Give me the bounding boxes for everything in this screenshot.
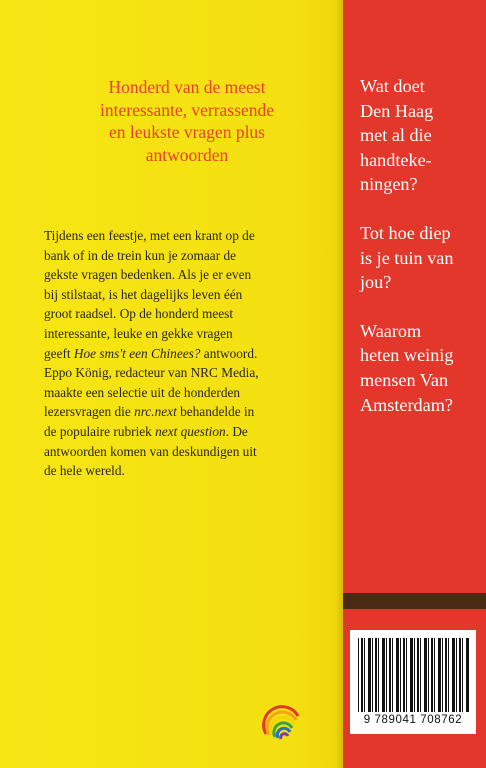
headline [56,76,318,166]
question [360,221,484,295]
blurb-fragment: antwoord. [200,345,258,361]
blurb-line: Tijdens een feestje, met een krant op de [44,228,255,243]
headline-line: Honderd van de meest [108,77,266,97]
headline-line: antwoorden [145,144,229,165]
blurb-line [44,422,310,442]
blurb-line: de hele wereld. [44,463,125,479]
question-line: Den Haag [360,100,434,121]
blurb-fragment: behandelde in [176,404,255,420]
headline-line: en leukste vragen plus [109,122,265,142]
blurb-line: Eppo König, redacteur van NRC Media, [44,365,259,381]
question-line: is je tuin van [360,247,454,268]
blurb-line [44,344,310,364]
question-line: jou? [360,272,392,293]
column-name: next question [155,423,226,439]
question [360,74,484,197]
newspaper-name: nrc.next [134,404,177,420]
question-line: Tot hoe diep [360,222,451,243]
blurb-line: gekste vragen bedenken. Als je er even [44,267,252,283]
question-line: mensen Van [360,369,449,390]
book-title: Hoe sms't een Chinees? [73,345,201,361]
blurb-fragment: de populaire rubriek [44,423,156,439]
question-line: Wat doet [360,76,425,96]
sample-questions [360,74,484,441]
blurb-line: groot raadsel. Op de honderd meest [44,306,234,322]
blurb-line: maakte een selectie uit de honderden [44,384,241,400]
barcode [350,630,476,734]
question-line: met al die [360,125,432,146]
rainbow-icon [262,700,302,740]
blurb-line [44,402,310,422]
blurb-text [44,226,310,481]
question-line: handteke- [360,149,432,170]
blurb-fragment: geeft [44,345,74,361]
blurb-line: antwoorden komen van deskundigen uit [44,443,257,459]
question-line: heten weinig [360,345,454,366]
question [360,319,484,417]
brown-band [343,593,486,609]
question-line: Waarom [360,320,422,341]
blurb-line: interessante, leuke en gekke vragen [44,325,233,341]
question-line: Amsterdam? [360,394,453,415]
blurb-line: bank of in de trein kun je zomaar de [44,247,236,263]
question-line: ningen? [360,174,418,195]
blurb-line: bij stilstaat, is het dagelijks leven één [44,286,243,302]
headline-line: interessante, verrassende [100,99,274,120]
blurb-fragment: lezersvragen die [44,404,135,420]
barcode-bars [358,638,470,712]
blurb-fragment: . De [225,423,248,439]
isbn-number: 9 789041 708762 [363,714,463,726]
